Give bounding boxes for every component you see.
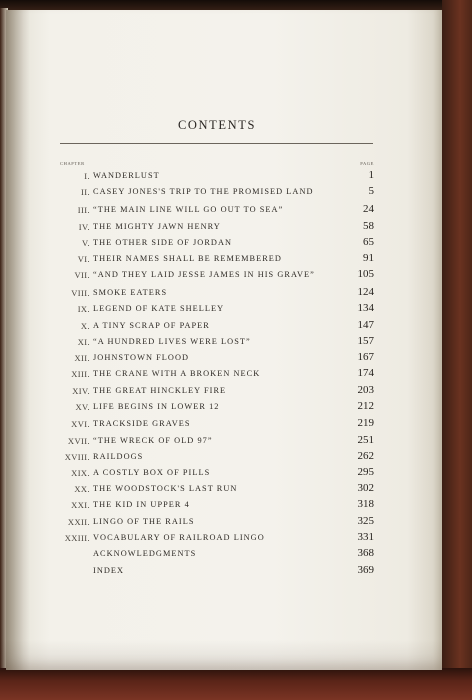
toc-entry	[0, 170, 472, 184]
page-number: 134	[357, 302, 374, 314]
chapter-title: THEIR NAMES SHALL BE REMEMBERED	[93, 254, 282, 263]
chapter-title: LEGEND OF KATE SHELLEY	[93, 304, 225, 313]
page-number: 325	[357, 515, 374, 527]
page-number: 58	[363, 220, 374, 232]
page-number: 369	[357, 564, 374, 576]
chapter-number: XXIII.	[64, 533, 90, 543]
chapter-title: INDEX	[93, 566, 125, 575]
chapter-title: THE OTHER SIDE OF JORDAN	[93, 238, 233, 247]
chapter-title: A COSTLY BOX OF PILLS	[93, 468, 211, 477]
chapter-title: JOHNSTOWN FLOOD	[93, 353, 190, 362]
toc-entry	[0, 418, 472, 432]
chapter-number: II.	[81, 187, 90, 197]
chapter-number: XII.	[74, 353, 90, 363]
chapter-number: VII.	[74, 270, 90, 280]
toc-entry	[0, 186, 472, 200]
chapter-number: XX.	[74, 484, 90, 494]
toc-entry	[0, 451, 472, 465]
page-number: 65	[363, 236, 374, 248]
toc-entry	[0, 237, 472, 251]
chapter-title: TRACKSIDE GRAVES	[93, 419, 191, 428]
chapter-number: XV.	[75, 402, 90, 412]
toc-entry	[0, 548, 472, 562]
chapter-number: XXII.	[67, 517, 90, 527]
chapter-title: THE KID IN UPPER 4	[93, 500, 190, 509]
chapter-number: IX.	[77, 304, 90, 314]
chapter-number: XIV.	[72, 386, 90, 396]
page-number: 24	[363, 203, 374, 215]
chapter-title: RAILDOGS	[93, 452, 144, 461]
toc-entry	[0, 565, 472, 579]
toc-entry	[0, 287, 472, 301]
page-number: 318	[357, 498, 374, 510]
page-number: 147	[357, 319, 374, 331]
page-number: 1	[368, 169, 374, 181]
chapter-number: VI.	[77, 254, 90, 264]
toc-entry	[0, 532, 472, 546]
toc-entry	[0, 320, 472, 334]
toc-entry	[0, 385, 472, 399]
page-number: 167	[357, 351, 374, 363]
chapter-number: XIII.	[71, 369, 90, 379]
toc-entry	[0, 253, 472, 267]
toc-entry	[0, 352, 472, 366]
page-number: 368	[357, 547, 374, 559]
chapter-title: “THE WRECK OF OLD 97”	[93, 436, 213, 445]
toc-entry	[0, 499, 472, 513]
chapter-title: “A HUNDRED LIVES WERE LOST”	[93, 337, 251, 346]
chapter-title: WANDERLUST	[93, 171, 160, 180]
page-title: CONTENTS	[177, 118, 257, 132]
chapter-number: XVII.	[67, 436, 90, 446]
chapter-number: XVI.	[71, 419, 90, 429]
chapter-title: “THE MAIN LINE WILL GO OUT TO SEA”	[93, 205, 284, 214]
chapter-title: THE GREAT HINCKLEY FIRE	[93, 386, 227, 395]
toc-entry	[0, 435, 472, 449]
page-number: 91	[363, 252, 374, 264]
chapter-number: XIX.	[71, 468, 90, 478]
chapter-title: THE MIGHTY JAWN HENRY	[93, 222, 221, 231]
chapter-title: “AND THEY LAID JESSE JAMES IN HIS GRAVE”	[93, 270, 315, 279]
chapter-title: A TINY SCRAP OF PAPER	[93, 321, 210, 330]
chapter-number: XI.	[77, 337, 90, 347]
page-number: 105	[357, 268, 374, 280]
chapter-number: XVIII.	[64, 452, 90, 462]
page-number: 295	[357, 466, 374, 478]
chapter-title: ACKNOWLEDGMENTS	[93, 549, 197, 558]
toc-entry	[0, 516, 472, 530]
chapter-title: VOCABULARY OF RAILROAD LINGO	[93, 533, 265, 542]
page-number: 262	[357, 450, 374, 462]
page-number: 219	[357, 417, 374, 429]
page-number: 203	[357, 384, 374, 396]
page-number: 5	[368, 185, 374, 197]
chapter-number: V.	[82, 238, 90, 248]
chapter-title: THE WOODSTOCK'S LAST RUN	[93, 484, 238, 493]
page-number: 331	[357, 531, 374, 543]
toc-entry	[0, 467, 472, 481]
chapter-number: XXI.	[71, 500, 90, 510]
page-number: 302	[357, 482, 374, 494]
chapter-title: LINGO OF THE RAILS	[93, 517, 195, 526]
page-number: 174	[357, 367, 374, 379]
toc-entry	[0, 204, 472, 218]
chapter-title: THE CRANE WITH A BROKEN NECK	[93, 369, 261, 378]
page-column-header: PAGE	[360, 161, 374, 166]
toc-entry	[0, 368, 472, 382]
toc-entry	[0, 336, 472, 350]
page-number: 124	[357, 286, 374, 298]
chapter-column-header: CHAPTER	[60, 161, 85, 166]
chapter-title: LIFE BEGINS IN LOWER 12	[93, 402, 220, 411]
page-number: 157	[357, 335, 374, 347]
page-number: 251	[357, 434, 374, 446]
toc-entry	[0, 303, 472, 317]
page-number: 212	[357, 400, 374, 412]
toc-entry	[0, 221, 472, 235]
chapter-number: III.	[77, 205, 90, 215]
toc-entry	[0, 483, 472, 497]
chapter-number: IV.	[78, 222, 90, 232]
chapter-title: SMOKE EATERS	[93, 288, 168, 297]
chapter-title: CASEY JONES'S TRIP TO THE PROMISED LAND	[93, 187, 314, 196]
chapter-number: VIII.	[71, 288, 90, 298]
toc-entry	[0, 401, 472, 415]
chapter-number: X.	[80, 321, 90, 331]
toc-entry	[0, 269, 472, 283]
chapter-number: I.	[84, 171, 90, 181]
